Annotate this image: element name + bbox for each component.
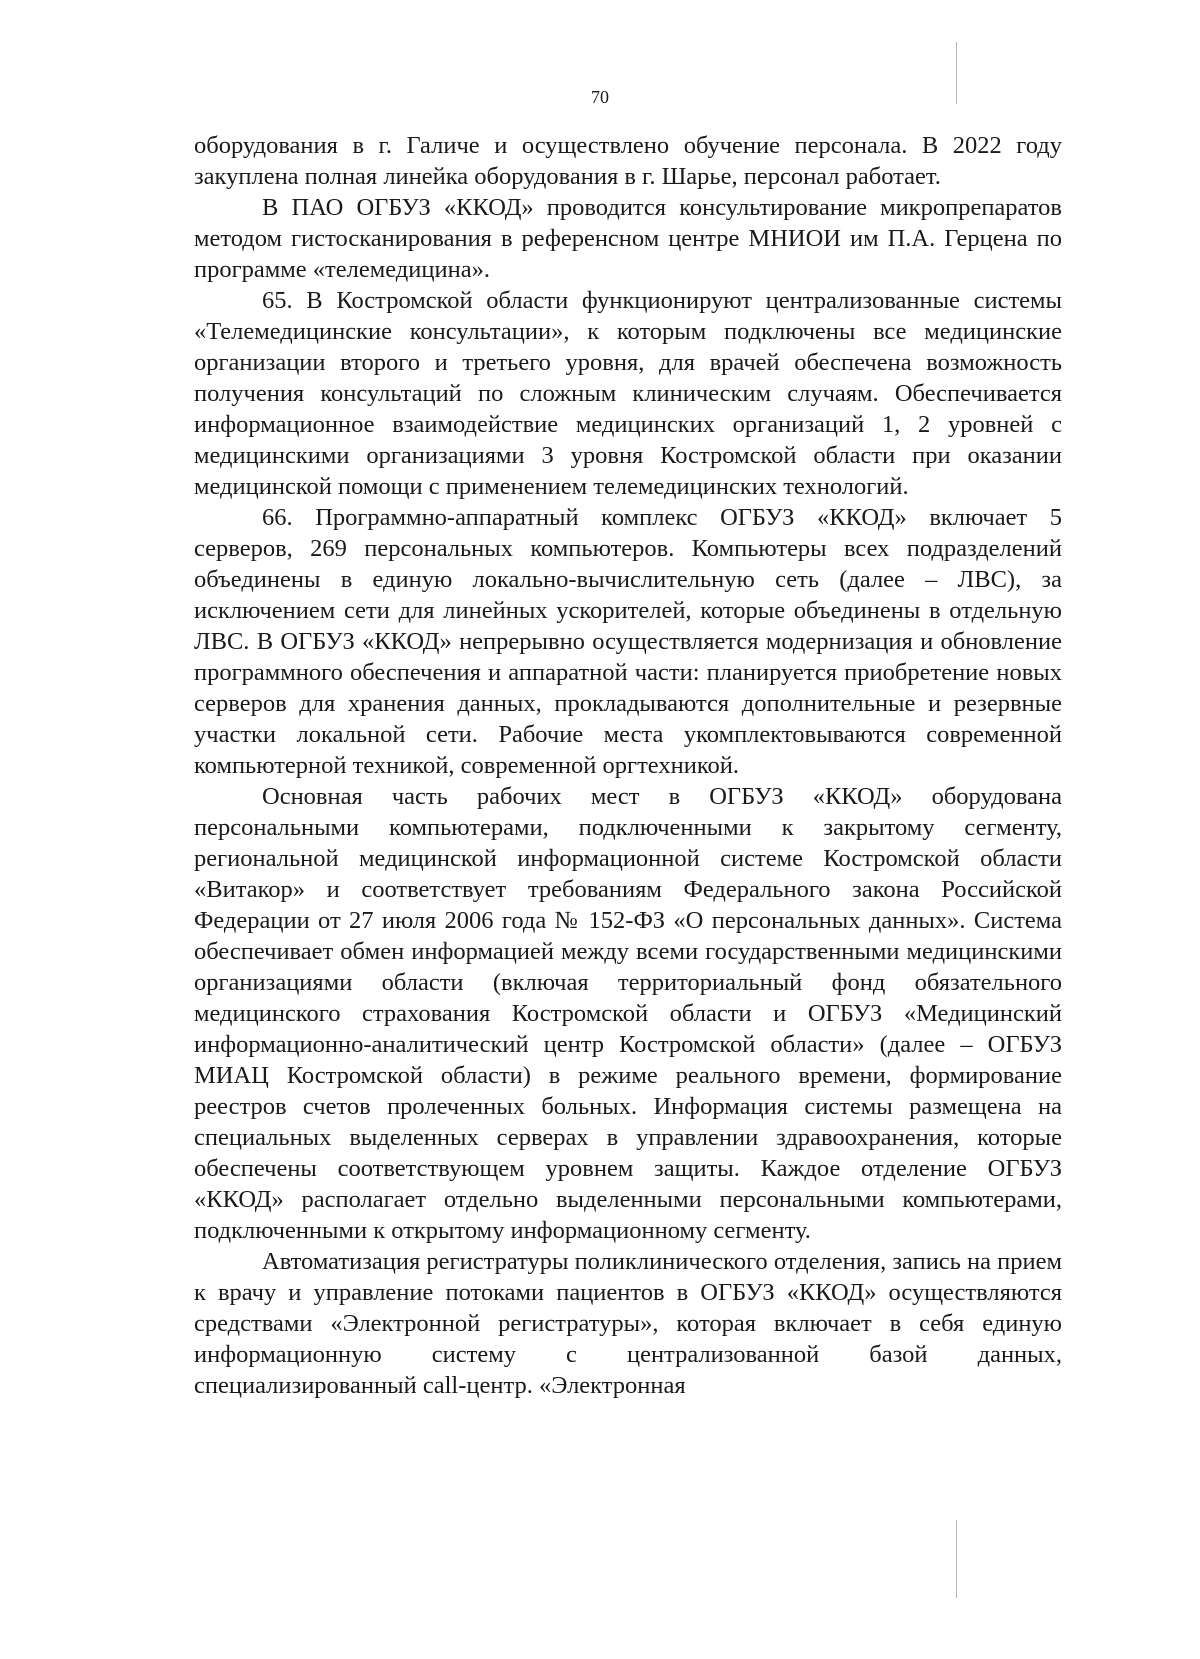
paragraph-registry-automation: Автоматизация регистратуры поликлинического отделения, запись на прием к врачу и управление потоками пациентов в ОГБУЗ «ККОД» осуществляются средствами «Электронной регистратуры», которая включает в себя единую информационную систему с централизованной базой данных, специализированный call-центр. «Электронная: [194, 1248, 1062, 1399]
paragraph-item-65: 65. В Костромской области функционируют централизованные системы «Телемедицинские консультации», к которым подключены все медицинские организации второго и третьего уровня, для врачей обеспечена возможность получения консультаций по сложным клиническим случаям. Обеспечивается информационное взаимодействие медицинских организаций 1, 2 уровней с медицинскими организациями 3 уровня Костромской области при оказании медицинской помощи с применением телемедицинских технологий.: [194, 287, 1062, 500]
paragraph-workstations: Основная часть рабочих мест в ОГБУЗ «ККОД» оборудована персональными компьютерами, подключенными к закрытому сегменту, региональной медицинской информационной системе Костромской области «Витакор» и соответствует требованиям Федерального закона Российской Федерации от 27 июля 2006 года № 152-ФЗ «О персональных данных». Система обеспечивает обмен информацией между всеми государственными медицинскими организациями области (включая территориальный фонд обязательного медицинского страхования Костромской области и ОГБУЗ «Медицинский информационно-аналитический центр Костромской области» (далее – ОГБУЗ МИАЦ Костромской области) в режиме реального времени, формирование реестров счетов пролеченных больных. Информация системы размещена на специальных выделенных серверах в управлении здравоохранения, которые обеспечены соответствующем уровнем защиты. Каждое отделение ОГБУЗ «ККОД» располагает отдельно выделенными персональными компьютерами, подключенными к открытому информационному сегменту.: [194, 783, 1062, 1244]
paragraph-telemedicine-reference: В ПАО ОГБУЗ «ККОД» проводится консультирование микропрепаратов методом гистосканирования в референсном центре МНИОИ им П.А. Герцена по программе «телемедицина».: [194, 194, 1062, 283]
body-text: [194, 130, 1062, 1401]
scan-artifact-line: [956, 1520, 957, 1598]
paragraph-continuation: оборудования в г. Галиче и осуществлено обучение персонала. В 2022 году закуплена полная линейка оборудования в г. Шарье, персонал работает.: [194, 132, 1062, 190]
paragraph-item-66: 66. Программно-аппаратный комплекс ОГБУЗ «ККОД» включает 5 серверов, 269 персональных компьютеров. Компьютеры всех подразделений объединены в единую локально-вычислительную сеть (далее – ЛВС), за исключением сети для линейных ускорителей, которые объединены в отдельную ЛВС. В ОГБУЗ «ККОД» непрерывно осуществляется модернизация и обновление программного обеспечения и аппаратной части: планируется приобретение новых серверов для хранения данных, прокладываются дополнительные и резервные участки локальной сети. Рабочие места укомплектовываются современной компьютерной техникой, современной оргтехникой.: [194, 504, 1062, 779]
page-number: 70: [591, 87, 609, 107]
